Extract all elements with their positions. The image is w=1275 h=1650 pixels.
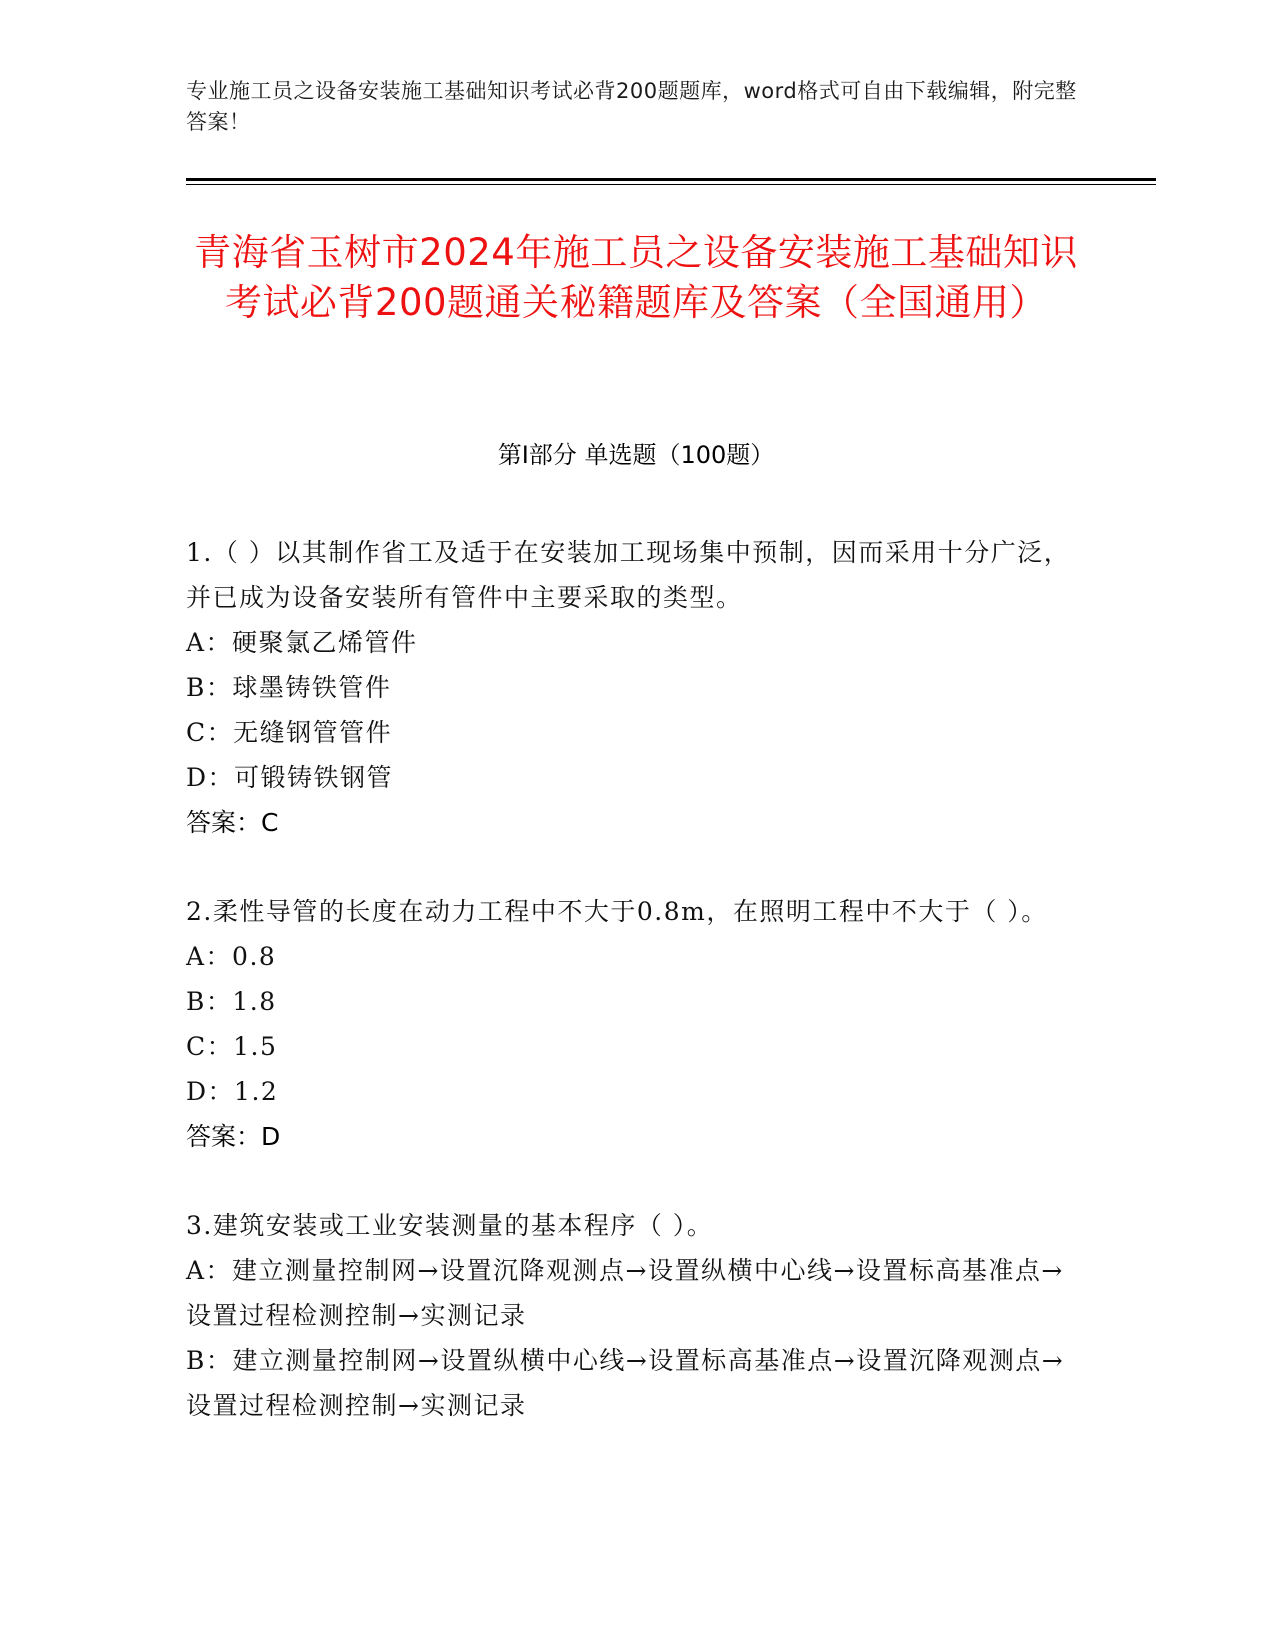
option-c: C：无缝钢管管件 [186, 718, 393, 747]
option-a: A：0.8 [186, 942, 277, 971]
option-b: B：建立测量控制网→设置纵横中心线→设置标高基准点→设置沉降观测点→设置过程检测控制→实测记录 [186, 1346, 1065, 1420]
option-a: A：建立测量控制网→设置沉降观测点→设置纵横中心线→设置标高基准点→设置过程检测控制→实测记录 [186, 1256, 1064, 1330]
question-3 [186, 1203, 1086, 1428]
question-text: 1.（ ）以其制作省工及适于在安装加工现场集中预制，因而采用十分广泛，并已成为设备安装所有管件中主要采取的类型。 [186, 538, 1071, 612]
header-rule-thin [186, 184, 1156, 185]
option-b: B：1.8 [186, 987, 277, 1016]
document-title: 青海省玉树市2024年施工员之设备安装施工基础知识考试必背200题通关秘籍题库及答案（全国通用） [194, 231, 1078, 324]
option-c: C：1.5 [186, 1032, 278, 1061]
option-b: B：球墨铸铁管件 [186, 673, 392, 702]
answer: 答案：C [186, 808, 279, 837]
answer: 答案：D [186, 1122, 281, 1151]
question-1 [186, 530, 1086, 845]
question-2 [186, 889, 1086, 1159]
header-rule-thick [186, 178, 1156, 181]
section-title: 第Ⅰ部分 单选题（100题） [497, 441, 775, 469]
option-d: D：1.2 [186, 1077, 279, 1106]
header-note: 专业施工员之设备安装施工基础知识考试必背200题题库，word格式可自由下载编辑，附完整答案！ [186, 79, 1077, 134]
option-d: D：可锻铸铁钢管 [186, 763, 394, 792]
question-list [186, 530, 1086, 1472]
question-text: 2.柔性导管的长度在动力工程中不大于0.8m，在照明工程中不大于（ ）。 [186, 897, 1048, 926]
question-text: 3.建筑安装或工业安装测量的基本程序（ ）。 [186, 1211, 714, 1240]
option-a: A：硬聚氯乙烯管件 [186, 628, 418, 657]
